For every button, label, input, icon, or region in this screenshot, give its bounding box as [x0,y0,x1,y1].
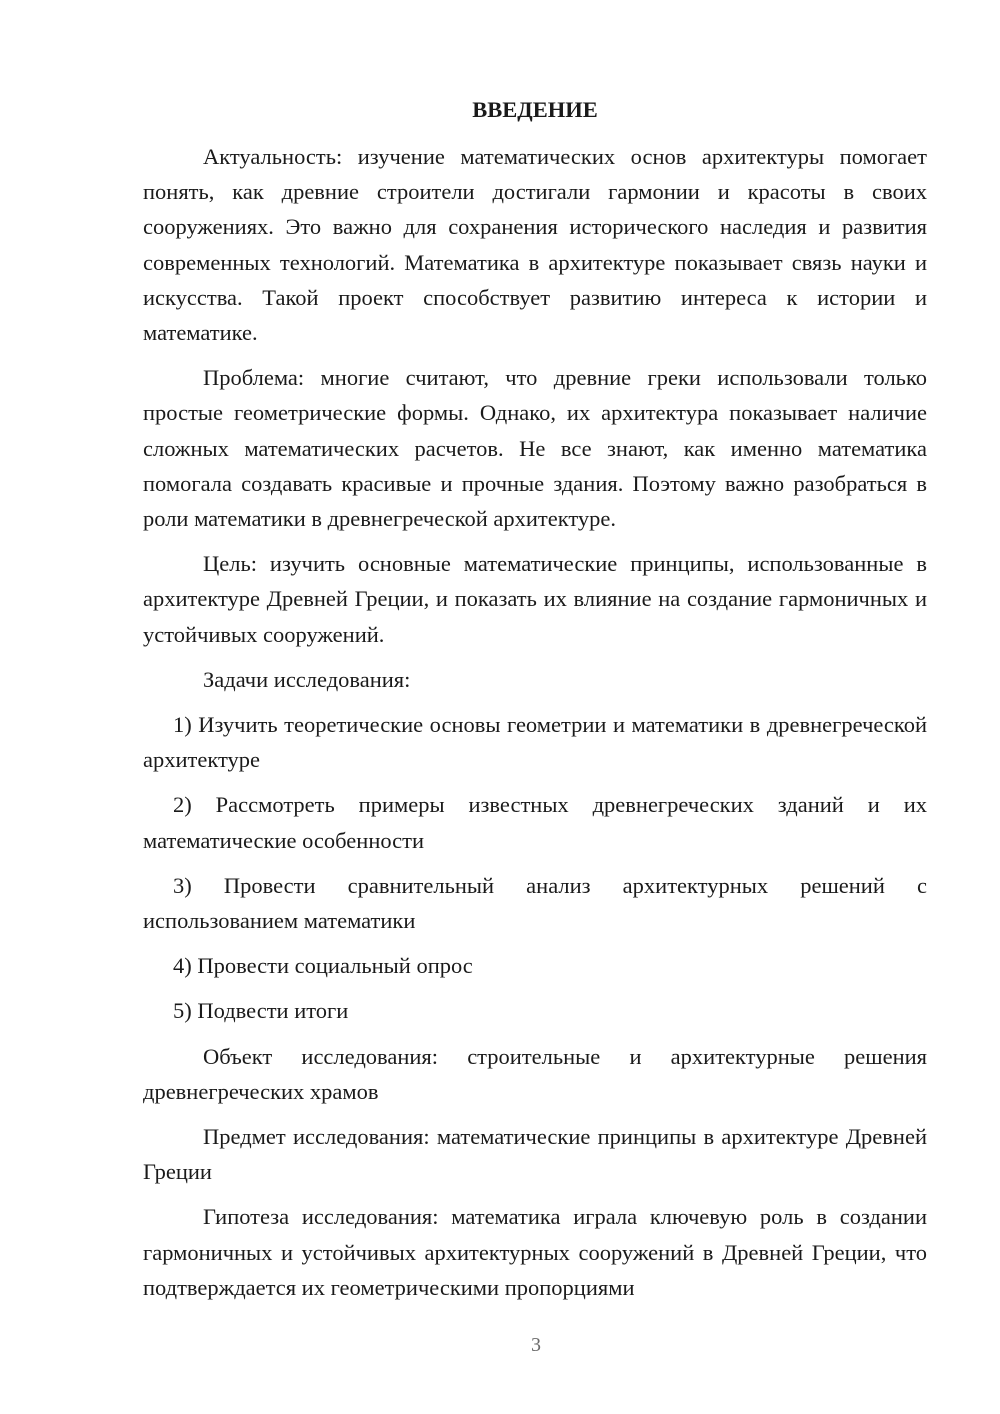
page-title: ВВЕДЕНИЕ [472,97,598,122]
tasks-heading: Задачи исследования: [203,666,411,692]
task-item: 5) Подвести итоги [173,998,349,1024]
document-page [143,95,927,1315]
task-item: 1) Изучить теоретические основы геометрии и математики в древнегреческой архитектуре [143,712,927,773]
subject-paragraph: Предмет исследования: математические принципы в архитектуре Древней Греции [143,1124,927,1185]
goal-paragraph: Цель: изучить основные математические принципы, использованные в архитектуре Древней Греции, и показать их влияние на создание гармоничных и устойчивых сооружений. [143,551,927,647]
problem-paragraph: Проблема: многие считают, что древние греки использовали только простые геометрические формы. Однако, их архитектура показывает наличие сложных математических расчетов. Не все знают, как именно математика помогала создавать красивые и прочные здания. Поэтому важно разобраться в роли математики в древнегреческой архитектуре. [143,365,927,532]
relevance-paragraph: Актуальность: изучение математических основ архитектуры помогает понять, как древние строители достигали гармонии и красоты в своих сооружениях. Это важно для сохранения исторического наследия и развития современных технологий. Математика в архитектуре показывает связь науки и искусства. Такой проект способствует развитию интереса к истории и математике. [143,144,927,346]
task-item: 4) Провести социальный опрос [173,953,473,979]
task-item: 2) Рассмотреть примеры известных древнегреческих зданий и их математические особенности [143,792,927,853]
object-paragraph: Объект исследования: строительные и архитектурные решения древнегреческих храмов [143,1043,927,1104]
task-item: 3) Провести сравнительный анализ архитектурных решений с использованием математики [143,872,927,934]
hypothesis-paragraph: Гипотеза исследования: математика играла ключевую роль в создании гармоничных и устойчивых архитектурных сооружений в Древней Греции, что подтверждается их геометрическими пропорциями [143,1204,927,1300]
page-number: 3 [531,1334,541,1356]
